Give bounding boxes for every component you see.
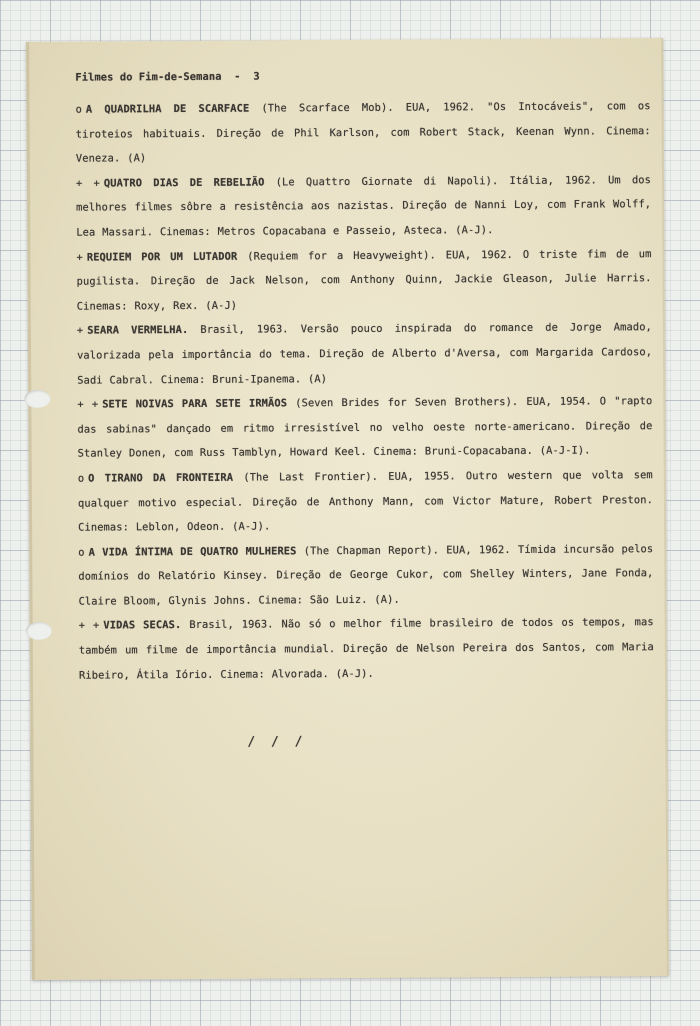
rating-mark: + +: [78, 619, 100, 633]
typewritten-text: [75, 68, 654, 751]
rating-mark: o: [75, 103, 82, 116]
film-review: [77, 315, 652, 392]
film-review: [77, 389, 652, 466]
film-review: [76, 168, 651, 245]
film-title: QUATRO DIAS DE REBELIÃO: [103, 176, 265, 190]
film-title: SETE NOIVAS PARA SETE IRMÃOS: [102, 397, 288, 411]
review-text: Brasil, 1963. Não só o melhor filme brasileiro de todos os tempos, mas também um filme de importância mundial. Direção de Nelson Pereira dos Santos, com Maria Ribeiro, Átila Iório. Cinema: Alvorada. (A-J).: [78, 616, 654, 682]
review-text: (The Scarface Mob). EUA, 1962. "Os Intocáveis", com os tiroteios habituais. Direção de Phil Karlson, com Robert Stack, Keenan Wynn. Cinema: Veneza. (A): [75, 100, 651, 165]
review-text: (Seven Brides for Seven Brothers). EUA, 1954. O "rapto das sabinas" dançado em ritmo irresistível no velho oeste norte-americano. Direção de Stanley Donen, com Russ Tamblyn, Howard Keel. Cinema: Bruni-Copacabana. (A-J-I).: [77, 395, 653, 460]
review-text: (The Last Frontier). EUA, 1955. Outro western que volta sem qualquer motivo especial. Direção de Anthony Mann, com Victor Mature, Robert Preston. Cinemas: Leblon, Odeon. (A-J).: [77, 469, 653, 534]
rating-mark: o: [78, 546, 85, 559]
rating-mark: + +: [77, 398, 99, 411]
rating-mark: +: [76, 324, 84, 337]
review-text: (Le Quattro Giornate di Napoli). Itália, 1962. Um dos melhores filmes sôbre a resistência aos nazistas. Direção de Nanni Loy, com Frank Wolff, Lea Massari. Cinemas: Metros Copacabana e Passeio, Asteca. (A-J).: [76, 173, 652, 239]
punch-hole-bottom: [26, 622, 52, 640]
film-review: [78, 537, 653, 614]
film-review: [76, 242, 651, 319]
rating-mark: + +: [75, 177, 100, 190]
film-review-list: [75, 94, 654, 688]
film-title: A VIDA ÍNTIMA DE QUATRO MULHERES: [88, 545, 297, 559]
film-title: O TIRANO DA FRONTEIRA: [88, 471, 234, 485]
film-title: VIDAS SECAS.: [103, 619, 182, 632]
review-text: Brasil, 1963. Versão pouco inspirada do romance de Jorge Amado, valorizada pela importância do tema. Direção de Alberto d'Aversa, com Margarida Cardoso, Sadi Cabral. Cinema: Bruni-Ipanema. (A): [77, 321, 653, 387]
film-title: A QUADRILHA DE SCARFACE: [85, 102, 250, 116]
rating-mark: +: [76, 251, 83, 264]
typed-page: [26, 38, 669, 980]
punch-hole-top: [24, 390, 50, 408]
film-review: [75, 94, 650, 171]
review-text: (Requiem for a Heavyweight). EUA, 1962. O triste fim de um pugilista. Direção de Jack Nelson, com Anthony Quinn, Jackie Gleason, Julie Harris. Cinemas: Roxy, Rex. (A-J): [76, 247, 652, 313]
review-text: (The Chapman Report). EUA, 1962. Tímida incursão pelos domínios do Relatório Kinsey. Direção de George Cukor, com Shelley Winters, Jane Fonda, Claire Bloom, Glynis Johns. Cinema: São Luiz. (A).: [78, 542, 654, 608]
page-header: Filmes do Fim-de-Semana - 3: [75, 70, 260, 84]
film-review: [79, 611, 654, 688]
film-review: [78, 463, 653, 540]
film-title: REQUIEM POR UM LUTADOR: [86, 250, 238, 264]
rating-mark: o: [77, 472, 85, 485]
end-mark: / / /: [247, 734, 307, 750]
film-title: SEARA VERMELHA.: [87, 324, 189, 337]
